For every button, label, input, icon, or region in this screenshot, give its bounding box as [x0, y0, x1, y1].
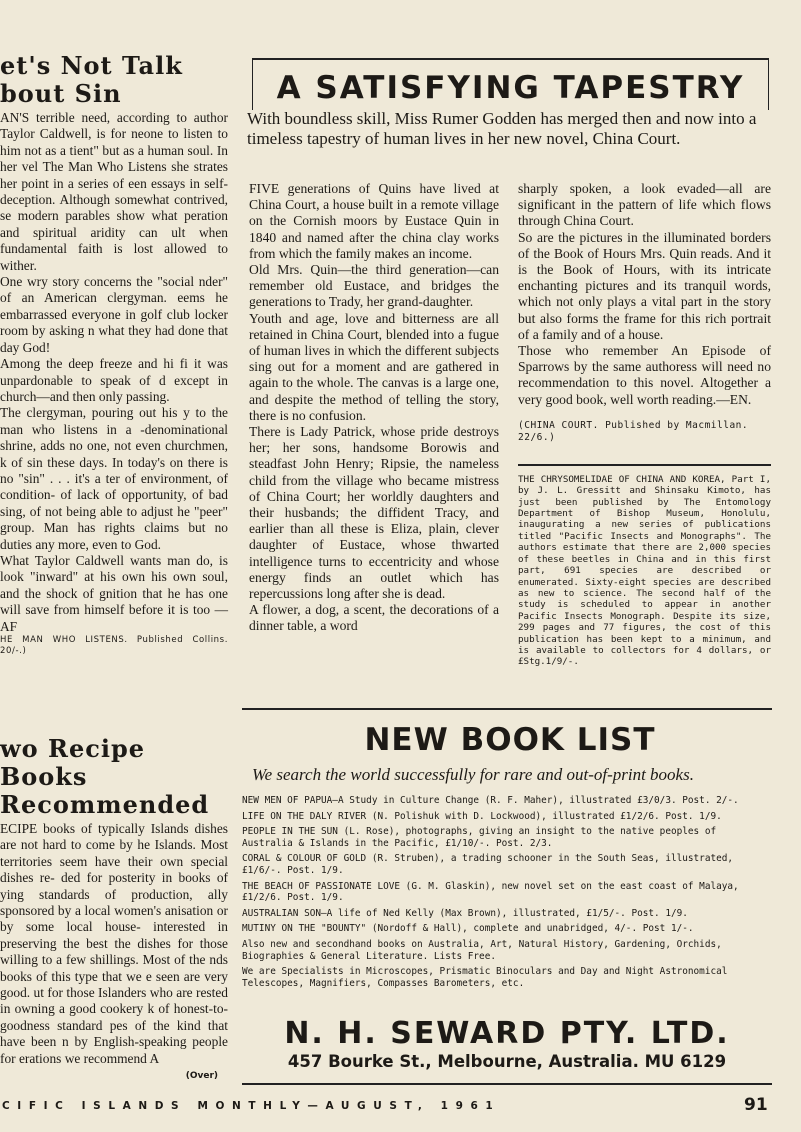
running-footer: CIFIC ISLANDS MONTHLY—AUGUST, 1961	[2, 1100, 501, 1112]
list-item: LIFE ON THE DALY RIVER (N. Polishuk with D. Lockwood), illustrated £1/2/6. Post. 1/9.	[242, 810, 722, 822]
headline-recommended: Recommended	[0, 790, 210, 819]
paragraph: Among the deep freeze and hi fi it was unpardonable to speak of d except in church—and then only passing.	[0, 356, 228, 404]
list-item: We are Specialists in Microscopes, Prismatic Binoculars and Day and Night Astronomical Telescopes, Magnifiers, Compasses Barometers, etc.	[242, 966, 728, 989]
company-address: 457 Bourke St., Melbourne, Australia. MU 6129	[287, 1052, 727, 1071]
tapestry-column-2	[518, 181, 771, 668]
page-number: 91	[744, 1095, 768, 1115]
paragraph: One wry story concerns the "social nder" of an American clergyman. eems he embarrassed everyone in golf club locker room by asking n what they had done that day God!	[0, 274, 228, 355]
article-recipe-books	[0, 735, 232, 1081]
list-item: NEW MEN OF PAPUA—A Study in Culture Change (R. F. Maher), illustrated £3/0/3. Post. 2/-.	[242, 795, 739, 806]
section-divider	[242, 708, 772, 710]
tapestry-title: A SATISFYING TAPESTRY	[276, 70, 745, 106]
list-item: THE BEACH OF PASSIONATE LOVE (G. M. Glaskin), new novel set on the east coast of Malaya, £1/2/6. Post. 1/9.	[242, 880, 739, 904]
article-body	[0, 110, 228, 657]
chrysomelidae-notice: THE CHRYSOMELIDAE OF CHINA AND KOREA, Part I, by J. L. Gressitt and Shinsaku Kimoto, has just been published by The Entomology Department of Bishop Museum, Honolulu, inaugurating a new series of publications titled "Pacific Insects and Monographs". The authors estimate that there are 2,000 species of these beetles in China and in this first part, 691 species are described or enumerated. Sixty-eight species are described as new to science. The second half of the study is scheduled to appear in another Pacific Insects Monograph. Despite its size, 299 pages and 77 figures, the cost of this publication has been kept to a minimum, and is available to collectors for 4 dollars, or £Stg.1/9/-.	[518, 473, 771, 668]
recipe-body	[0, 821, 228, 1067]
china-court-credit: (CHINA COURT. Published by Macmillan. 22/6.)	[518, 419, 749, 443]
company-name: N. H. SEWARD PTY. LTD.	[284, 1016, 730, 1051]
paragraph: So are the pictures in the illuminated borders of the Book of Hours Mrs. Quin reads. And it is the Book of Hours, with its intricate enchanting pictures and its tranquil words, which not only plays a vital part in the story but also forms the frame for this rich portrait of a family and of a house.	[518, 229, 771, 342]
article-not-talk-sin	[0, 52, 232, 108]
headline-not-talk: et's Not Talk	[0, 51, 183, 80]
list-item: PEOPLE IN THE SUN (L. Rose), photographs, giving an insight to the native peoples of Australia & Islands in the Pacific, £1/10/-. Post. 2/3.	[242, 826, 717, 849]
book-list	[242, 795, 772, 993]
list-item: MUTINY ON THE "BOUNTY" (Nordoff & Hall), complete and unabridged, 4/-. Post 1/-.	[242, 923, 694, 935]
divider	[518, 464, 771, 466]
paragraph: What Taylor Caldwell wants man do, is look "inward" at his own his own soul, and the shock of gnition that he has one will save from himself before it is too —AF	[0, 552, 228, 634]
book-list-subtitle: We search the world successfully for rare and out-of-print books.	[252, 765, 694, 784]
tapestry-title-box	[252, 58, 769, 110]
list-item: AUSTRALIAN SON—A life of Ned Kelly (Max Brown), illustrated, £1/5/-. Post. 1/9.	[242, 907, 688, 919]
paragraph: Old Mrs. Quin—the third generation—can remember old Eustace, and bridges the generations to Trady, her grand-daughter.	[249, 262, 499, 310]
paragraph: There is Lady Patrick, whose pride destroys her; her sons, handsome Borowis and steadfast John Henry; Ripsie, the nameless child from the village who became mistress of China Court; her worldly daughters and their husbands; the diffident Tracy, and earlier than all these is Eliza, plain, clever daughter of Eustace, whose thwarted intelligence turns to eccentricity and whose energy finds an outlet which has repercussions long after she is dead.	[249, 424, 499, 602]
paragraph: Youth and age, love and bitterness are all retained in China Court, blended into a fugue of human lives in which the different subjects sing out for a moment and are gathered in again to the whole. The canvas is a large one, and despite the method of telling the story, there is no confusion.	[249, 310, 499, 423]
paragraph: AN'S terrible need, according to author Taylor Caldwell, is for neone to listen to him not as a tient" but as a human soul. In her vel The Man Who Listens she strates her point in a series of een essays in self-deception. Although somewhat contrived, se modern parables show what peration and spiritual aridity can ult when fundamental faith is lost allowed to wither.	[0, 110, 228, 273]
paragraph: sharply spoken, a look evaded—all are significant in the pattern of life which flows through China Court.	[518, 181, 771, 229]
over-note: (Over)	[185, 1071, 218, 1082]
headline-about-sin: bout Sin	[0, 79, 122, 108]
intro-text: With boundless skill, Miss Rumer Godden has merged then and now into a timeless tapestry of human lives in her new novel, China Court.	[247, 109, 757, 148]
book-list-title: NEW BOOK LIST	[364, 722, 656, 758]
bottom-divider	[242, 1083, 772, 1085]
tapestry-column-1	[249, 181, 499, 635]
paragraph: FIVE generations of Quins have lived at China Court, a house built in a remote village on the Cornish moors by Eustace Quin in 1840 and named after the china clay works from which the family makes an income.	[249, 181, 499, 261]
book-credit: HE MAN WHO LISTENS. Published Collins. 20/-.)	[0, 635, 228, 656]
paragraph: Those who remember An Episode of Sparrows by the same authoress will need no recommendation to this novel. Altogether a very good book, well worth reading.—EN.	[518, 343, 771, 407]
headline-recipe-books: wo Recipe Books	[0, 734, 146, 791]
tapestry-intro	[247, 109, 777, 148]
paragraph: ECIPE books of typically Islands dishes are not hard to come by he Islands. Most territories seem have their own special dishes re- ded for posterity in books of ying standards of production, ally sponsored by a local women's anisation or by some local house- interested in preserving the best the dishes for those willing to a few shillings. Most of the nds books of this type that we e seen are very good. ut for those Islanders who are rested in owning a good cookery k of honest-to-goodness standard pes of the kind that have been n by English-speaking people for erations we recommend A	[0, 821, 228, 1066]
list-item: CORAL & COLOUR OF GOLD (R. Struben), a trading schooner in the South Seas, illustrated, £1/6/-. Post. 1/9.	[242, 853, 734, 876]
paragraph: A flower, a dog, a scent, the decorations of a dinner table, a word	[249, 602, 499, 634]
list-item: Also new and secondhand books on Australia, Art, Natural History, Gardening, Orchids, Biographies & General Literature. Lists Free.	[242, 938, 722, 962]
paragraph: The clergyman, pouring out his y to the man who listens in a -denominational shrine, adds no one, not even churchmen, k of sin these days. In today's on there is no "sin" . . . it's a ter of environment, of condition- of lack of opportunity, of bad sing, of not being able to adjust he "peer" group. Man has rights claims but no duties any more, even to God.	[0, 405, 228, 552]
